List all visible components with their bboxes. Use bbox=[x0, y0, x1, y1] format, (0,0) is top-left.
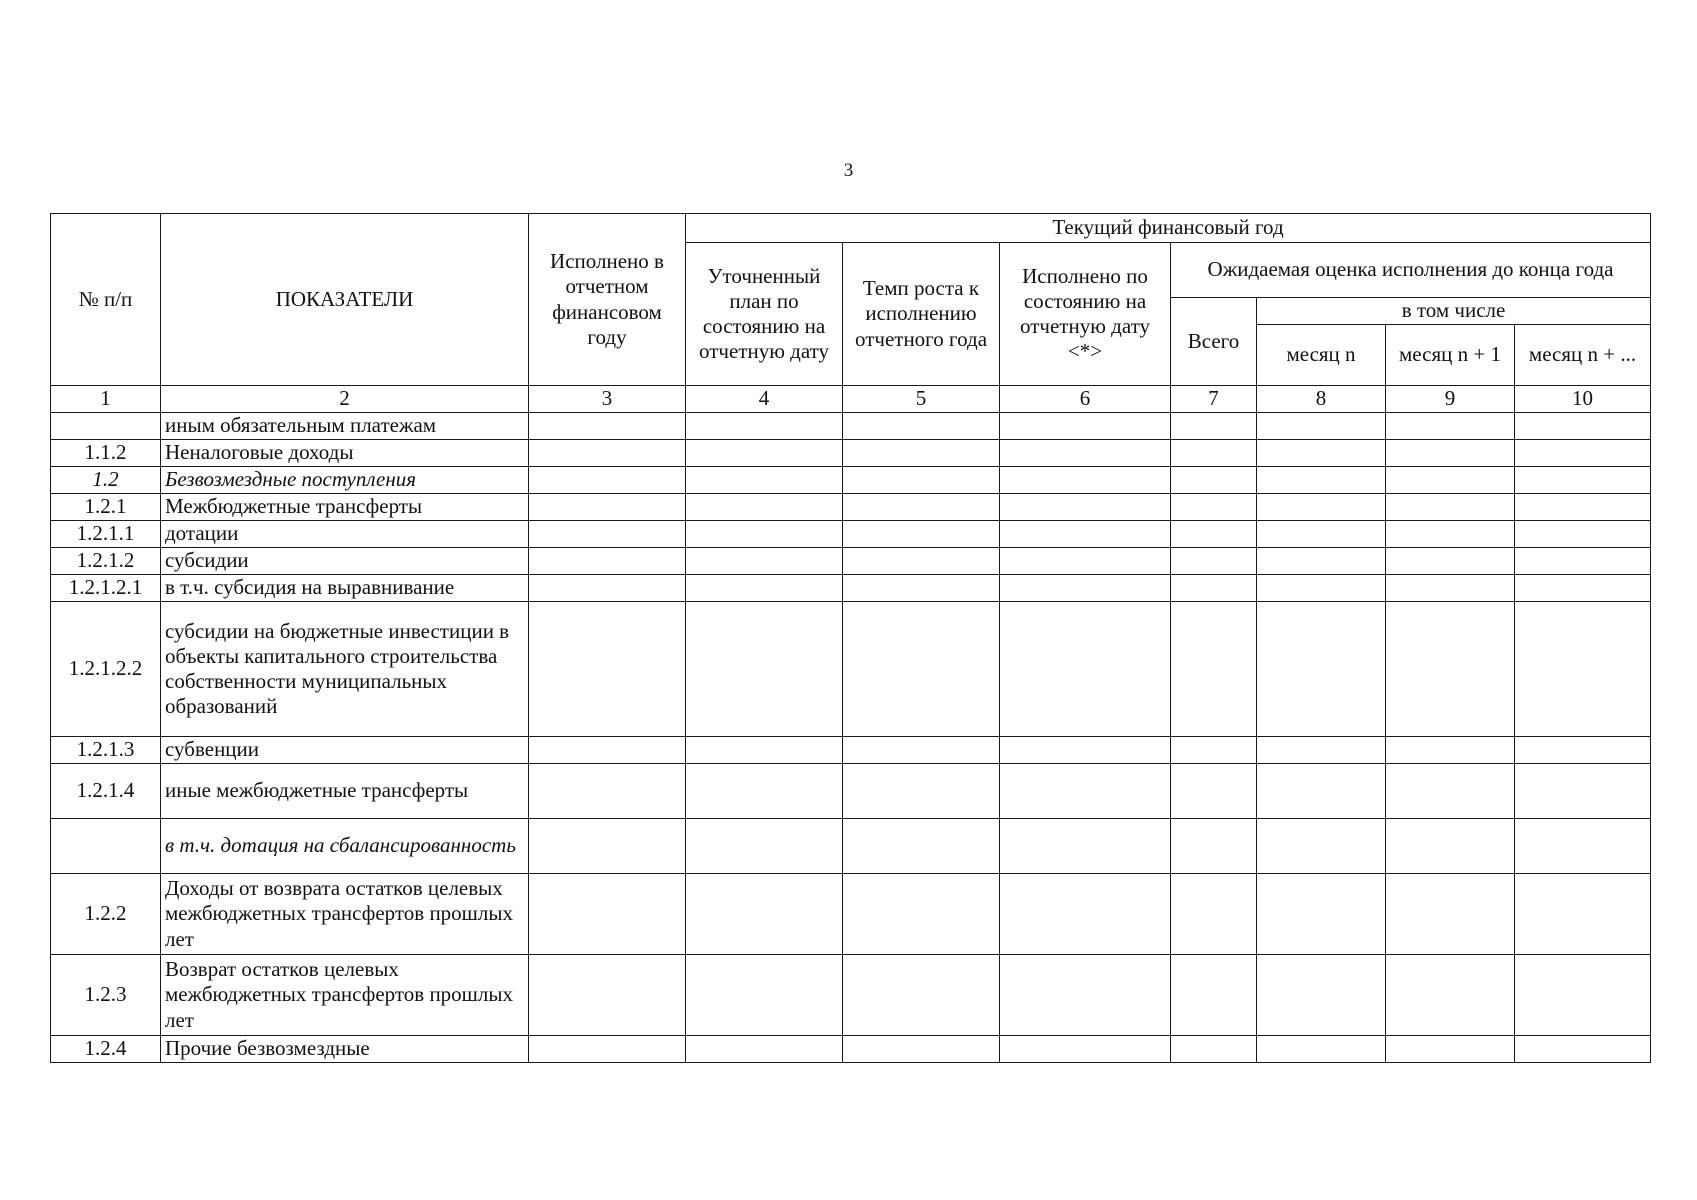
row-number: 1.2.1 bbox=[51, 494, 161, 521]
column-number-row bbox=[51, 386, 1651, 413]
row-number: 1.2.1.4 bbox=[51, 764, 161, 819]
value-cell bbox=[1257, 955, 1386, 1036]
value-cell bbox=[843, 440, 1000, 467]
row-label: дотации bbox=[161, 521, 529, 548]
value-cell bbox=[1386, 440, 1515, 467]
row-label: субсидии на бюджетные инвестиции в объекты капитального строительства собственности муниципальных образований bbox=[161, 602, 529, 737]
value-cell bbox=[1515, 602, 1651, 737]
value-cell bbox=[686, 494, 843, 521]
financial-report-table bbox=[50, 213, 1651, 1063]
column-number: 7 bbox=[1171, 386, 1257, 413]
value-cell bbox=[843, 819, 1000, 874]
value-cell bbox=[1257, 440, 1386, 467]
value-cell bbox=[1000, 440, 1171, 467]
row-label: иные межбюджетные трансферты bbox=[161, 764, 529, 819]
value-cell bbox=[1171, 819, 1257, 874]
value-cell bbox=[1257, 1036, 1386, 1063]
value-cell bbox=[1257, 737, 1386, 764]
table-row bbox=[51, 819, 1651, 874]
row-number bbox=[51, 819, 161, 874]
value-cell bbox=[1000, 602, 1171, 737]
value-cell bbox=[529, 494, 686, 521]
table-row bbox=[51, 1036, 1651, 1063]
value-cell bbox=[1515, 467, 1651, 494]
value-cell bbox=[529, 764, 686, 819]
value-cell bbox=[1000, 521, 1171, 548]
value-cell bbox=[1386, 874, 1515, 955]
value-cell bbox=[529, 1036, 686, 1063]
value-cell bbox=[1257, 413, 1386, 440]
value-cell bbox=[1515, 548, 1651, 575]
value-cell bbox=[1000, 737, 1171, 764]
value-cell bbox=[1257, 874, 1386, 955]
value-cell bbox=[1386, 955, 1515, 1036]
table-row bbox=[51, 521, 1651, 548]
column-number: 3 bbox=[529, 386, 686, 413]
value-cell bbox=[529, 521, 686, 548]
value-cell bbox=[686, 955, 843, 1036]
row-label: субсидии bbox=[161, 548, 529, 575]
value-cell bbox=[686, 521, 843, 548]
value-cell bbox=[686, 737, 843, 764]
value-cell bbox=[1257, 494, 1386, 521]
value-cell bbox=[529, 819, 686, 874]
value-cell bbox=[529, 440, 686, 467]
value-cell bbox=[1386, 467, 1515, 494]
value-cell bbox=[529, 575, 686, 602]
header-executed-date: Исполнено по состоянию на отчетную дату <*> bbox=[1000, 243, 1171, 386]
value-cell bbox=[1386, 494, 1515, 521]
row-label: Неналоговые доходы bbox=[161, 440, 529, 467]
row-number: 1.2.1.2 bbox=[51, 548, 161, 575]
value-cell bbox=[1515, 413, 1651, 440]
row-number: 1.1.2 bbox=[51, 440, 161, 467]
header-including: в том числе bbox=[1257, 298, 1651, 325]
value-cell bbox=[686, 874, 843, 955]
value-cell bbox=[1000, 494, 1171, 521]
value-cell bbox=[686, 440, 843, 467]
value-cell bbox=[1000, 548, 1171, 575]
value-cell bbox=[1000, 575, 1171, 602]
value-cell bbox=[1386, 413, 1515, 440]
value-cell bbox=[1386, 1036, 1515, 1063]
row-number: 1.2.1.3 bbox=[51, 737, 161, 764]
value-cell bbox=[529, 874, 686, 955]
value-cell bbox=[1171, 737, 1257, 764]
table-row bbox=[51, 575, 1651, 602]
column-number: 5 bbox=[843, 386, 1000, 413]
header-month-n: месяц n bbox=[1257, 325, 1386, 386]
value-cell bbox=[1386, 764, 1515, 819]
value-cell bbox=[1000, 467, 1171, 494]
header-num: № п/п bbox=[51, 214, 161, 386]
table-row bbox=[51, 494, 1651, 521]
value-cell bbox=[1386, 575, 1515, 602]
row-label: Прочие безвозмездные bbox=[161, 1036, 529, 1063]
value-cell bbox=[686, 413, 843, 440]
value-cell bbox=[529, 413, 686, 440]
value-cell bbox=[1000, 819, 1171, 874]
value-cell bbox=[1000, 413, 1171, 440]
value-cell bbox=[843, 737, 1000, 764]
table-row bbox=[51, 602, 1651, 737]
table-row bbox=[51, 737, 1651, 764]
value-cell bbox=[1171, 494, 1257, 521]
row-number: 1.2.1.2.2 bbox=[51, 602, 161, 737]
value-cell bbox=[1515, 737, 1651, 764]
value-cell bbox=[1257, 521, 1386, 548]
value-cell bbox=[1257, 764, 1386, 819]
value-cell bbox=[1000, 1036, 1171, 1063]
value-cell bbox=[1386, 602, 1515, 737]
value-cell bbox=[1515, 874, 1651, 955]
value-cell bbox=[686, 575, 843, 602]
page-number: 3 bbox=[843, 160, 854, 181]
column-number: 1 bbox=[51, 386, 161, 413]
value-cell bbox=[1171, 1036, 1257, 1063]
header-expected-estimate: Ожидаемая оценка исполнения до конца года bbox=[1171, 243, 1651, 298]
row-number: 1.2 bbox=[51, 467, 161, 494]
header-refined-plan: Уточненный план по состоянию на отчетную дату bbox=[686, 243, 843, 386]
row-label: иным обязательным платежам bbox=[161, 413, 529, 440]
value-cell bbox=[1386, 548, 1515, 575]
value-cell bbox=[843, 521, 1000, 548]
value-cell bbox=[1257, 575, 1386, 602]
value-cell bbox=[1515, 440, 1651, 467]
column-number: 6 bbox=[1000, 386, 1171, 413]
value-cell bbox=[529, 602, 686, 737]
column-number: 9 bbox=[1386, 386, 1515, 413]
header-month-n-plus-1: месяц n + 1 bbox=[1386, 325, 1515, 386]
value-cell bbox=[1171, 548, 1257, 575]
value-cell bbox=[1515, 764, 1651, 819]
header-indicators: ПОКАЗАТЕЛИ bbox=[161, 214, 529, 386]
row-number: 1.2.2 bbox=[51, 874, 161, 955]
value-cell bbox=[1515, 955, 1651, 1036]
column-number: 10 bbox=[1515, 386, 1651, 413]
table-row bbox=[51, 874, 1651, 955]
header-current-year: Текущий финансовый год bbox=[686, 214, 1651, 243]
header-executed-prev-year: Исполнено в отчетном финансовом году bbox=[529, 214, 686, 386]
value-cell bbox=[1515, 521, 1651, 548]
value-cell bbox=[1000, 874, 1171, 955]
value-cell bbox=[1515, 819, 1651, 874]
table-row bbox=[51, 764, 1651, 819]
row-label: Доходы от возврата остатков целевых межбюджетных трансфертов прошлых лет bbox=[161, 874, 529, 955]
value-cell bbox=[1386, 521, 1515, 548]
table-row bbox=[51, 467, 1651, 494]
value-cell bbox=[1257, 602, 1386, 737]
row-label: Межбюджетные трансферты bbox=[161, 494, 529, 521]
value-cell bbox=[843, 955, 1000, 1036]
row-label: Безвозмездные поступления bbox=[161, 467, 529, 494]
value-cell bbox=[686, 602, 843, 737]
row-number bbox=[51, 413, 161, 440]
value-cell bbox=[843, 413, 1000, 440]
value-cell bbox=[686, 764, 843, 819]
value-cell bbox=[843, 575, 1000, 602]
value-cell bbox=[1386, 737, 1515, 764]
value-cell bbox=[1171, 955, 1257, 1036]
row-number: 1.2.4 bbox=[51, 1036, 161, 1063]
column-number: 2 bbox=[161, 386, 529, 413]
value-cell bbox=[1171, 874, 1257, 955]
header-total: Всего bbox=[1171, 298, 1257, 386]
value-cell bbox=[686, 548, 843, 575]
value-cell bbox=[1171, 440, 1257, 467]
value-cell bbox=[1171, 602, 1257, 737]
row-label: в т.ч. субсидия на выравнивание bbox=[161, 575, 529, 602]
value-cell bbox=[1515, 494, 1651, 521]
value-cell bbox=[1257, 548, 1386, 575]
value-cell bbox=[1515, 1036, 1651, 1063]
value-cell bbox=[1171, 521, 1257, 548]
header-growth-rate: Темп роста к исполнению отчетного года bbox=[843, 243, 1000, 386]
value-cell bbox=[843, 467, 1000, 494]
value-cell bbox=[1386, 819, 1515, 874]
value-cell bbox=[529, 955, 686, 1036]
table-row bbox=[51, 440, 1651, 467]
value-cell bbox=[1171, 467, 1257, 494]
row-label: в т.ч. дотация на сбалансированность bbox=[161, 819, 529, 874]
column-number: 8 bbox=[1257, 386, 1386, 413]
value-cell bbox=[529, 467, 686, 494]
row-number: 1.2.3 bbox=[51, 955, 161, 1036]
value-cell bbox=[843, 874, 1000, 955]
table-row bbox=[51, 548, 1651, 575]
value-cell bbox=[1000, 955, 1171, 1036]
value-cell bbox=[1257, 819, 1386, 874]
value-cell bbox=[529, 737, 686, 764]
value-cell bbox=[1171, 413, 1257, 440]
value-cell bbox=[1515, 575, 1651, 602]
table-row bbox=[51, 413, 1651, 440]
value-cell bbox=[843, 494, 1000, 521]
row-number: 1.2.1.2.1 bbox=[51, 575, 161, 602]
value-cell bbox=[1000, 764, 1171, 819]
value-cell bbox=[1171, 764, 1257, 819]
value-cell bbox=[686, 467, 843, 494]
value-cell bbox=[1171, 575, 1257, 602]
column-number: 4 bbox=[686, 386, 843, 413]
value-cell bbox=[843, 764, 1000, 819]
value-cell bbox=[686, 819, 843, 874]
value-cell bbox=[1257, 467, 1386, 494]
value-cell bbox=[843, 602, 1000, 737]
value-cell bbox=[686, 1036, 843, 1063]
header-month-n-plus-more: месяц n + ... bbox=[1515, 325, 1651, 386]
value-cell bbox=[529, 548, 686, 575]
table-row bbox=[51, 955, 1651, 1036]
row-number: 1.2.1.1 bbox=[51, 521, 161, 548]
value-cell bbox=[843, 1036, 1000, 1063]
row-label: Возврат остатков целевых межбюджетных трансфертов прошлых лет bbox=[161, 955, 529, 1036]
value-cell bbox=[843, 548, 1000, 575]
row-label: субвенции bbox=[161, 737, 529, 764]
